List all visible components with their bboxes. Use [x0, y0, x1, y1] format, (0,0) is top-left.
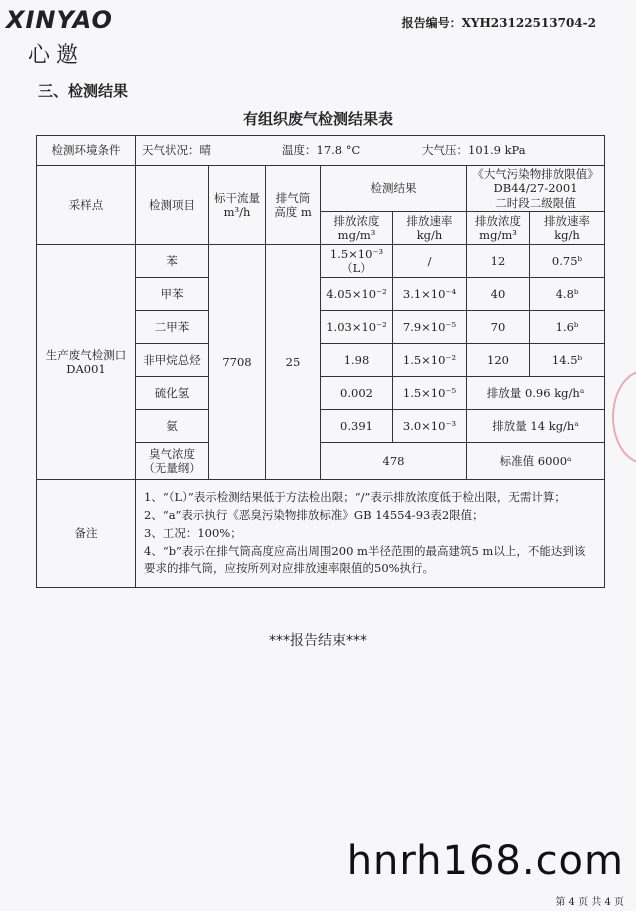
- height-cell: 25: [266, 245, 321, 480]
- header-limit-conc: 排放浓度 mg/m³: [467, 212, 530, 245]
- notes-label: 备注: [37, 480, 136, 588]
- rate-cell: 3.0×10⁻³: [393, 410, 467, 443]
- report-end: ***报告结束***: [269, 633, 367, 649]
- table-row: [37, 245, 605, 278]
- weather: 天气状况：晴: [142, 143, 211, 158]
- item-cell: 甲苯: [136, 278, 209, 311]
- item-cell: 非甲烷总烃: [136, 344, 209, 377]
- item-cell: 二甲苯: [136, 311, 209, 344]
- item-cell: 苯: [136, 245, 209, 278]
- env-label: 检测环境条件: [37, 136, 136, 166]
- flow-cell: 7708: [209, 245, 266, 480]
- table-title: 有组织废气检测结果表: [242, 110, 393, 128]
- notes-content: 1、“（L）”表示检测结果低于方法检出限；“/”表示排放浓度低于检出限，无需计算； 2、“a”表示执行《恶臭污染物排放标准》GB 14554-93表2限值； 3、工况：100%； 4、“b”表示在排气筒高度应高出周围200 m半径范围的最高建筑5 m以上，不能达到该要求的排气筒，应按所列对应排放速率限值的50%执行。: [136, 480, 605, 588]
- header-result: 检测结果: [321, 166, 467, 212]
- seal-stamp: [612, 370, 636, 464]
- rate-cell: 1.5×10⁻²: [393, 344, 467, 377]
- limit-conc-cell: 120: [467, 344, 530, 377]
- item-cell: 臭气浓度 （无量纲）: [136, 443, 209, 480]
- header-item: 检测项目: [136, 166, 209, 245]
- conc-cell: 1.5×10⁻³（L）: [321, 245, 393, 278]
- conc-cell: 0.002: [321, 377, 393, 410]
- watermark: hnrh168.com: [346, 838, 624, 884]
- results-table: [36, 135, 605, 588]
- limit-conc-cell: 12: [467, 245, 530, 278]
- item-cell: 氨: [136, 410, 209, 443]
- notes-row: [37, 480, 605, 588]
- rate-cell: 1.5×10⁻⁵: [393, 377, 467, 410]
- logo-chinese: 心邀: [28, 43, 85, 68]
- header-rate: 排放速率 kg/h: [393, 212, 467, 245]
- page-number: 第 4 页 共 4 页: [555, 897, 624, 908]
- report-number: 报告编号：XYH23122513704-2: [401, 16, 596, 30]
- section-title: 三、检测结果: [38, 82, 129, 100]
- site-cell: 生产废气检测口 DA001: [37, 245, 136, 480]
- limit-cell: 排放量 14 kg/hᵃ: [467, 410, 605, 443]
- header-site: 采样点: [37, 166, 136, 245]
- limit-rate-cell: 14.5ᵇ: [530, 344, 605, 377]
- temperature: 温度：17.8 °C: [282, 143, 361, 158]
- limit-conc-cell: 70: [467, 311, 530, 344]
- odor-value-cell: 478: [321, 443, 467, 480]
- limit-rate-cell: 1.6ᵇ: [530, 311, 605, 344]
- rate-cell: 3.1×10⁻⁴: [393, 278, 467, 311]
- header-height: 排气筒 高度 m: [266, 166, 321, 245]
- header-flow: 标干流量 m³/h: [209, 166, 266, 245]
- limit-rate-cell: 4.8ᵇ: [530, 278, 605, 311]
- header-limit-rate: 排放速率 kg/h: [530, 212, 605, 245]
- conc-cell: 1.98: [321, 344, 393, 377]
- env-conditions: [136, 136, 605, 166]
- limit-cell: 排放量 0.96 kg/hᵃ: [467, 377, 605, 410]
- pressure: 大气压：101.9 kPa: [422, 143, 526, 158]
- limit-conc-cell: 40: [467, 278, 530, 311]
- rate-cell: 7.9×10⁻⁵: [393, 311, 467, 344]
- logo-english: XINYAO: [6, 6, 113, 34]
- conc-cell: 1.03×10⁻²: [321, 311, 393, 344]
- rate-cell: /: [393, 245, 467, 278]
- item-cell: 硫化氢: [136, 377, 209, 410]
- header-conc: 排放浓度 mg/m³: [321, 212, 393, 245]
- odor-limit-cell: 标准值 6000ᵃ: [467, 443, 605, 480]
- header-limit: 《大气污染物排放限值》 DB44/27-2001 二时段二级限值: [467, 166, 605, 212]
- limit-rate-cell: 0.75ᵇ: [530, 245, 605, 278]
- conc-cell: 0.391: [321, 410, 393, 443]
- conc-cell: 4.05×10⁻²: [321, 278, 393, 311]
